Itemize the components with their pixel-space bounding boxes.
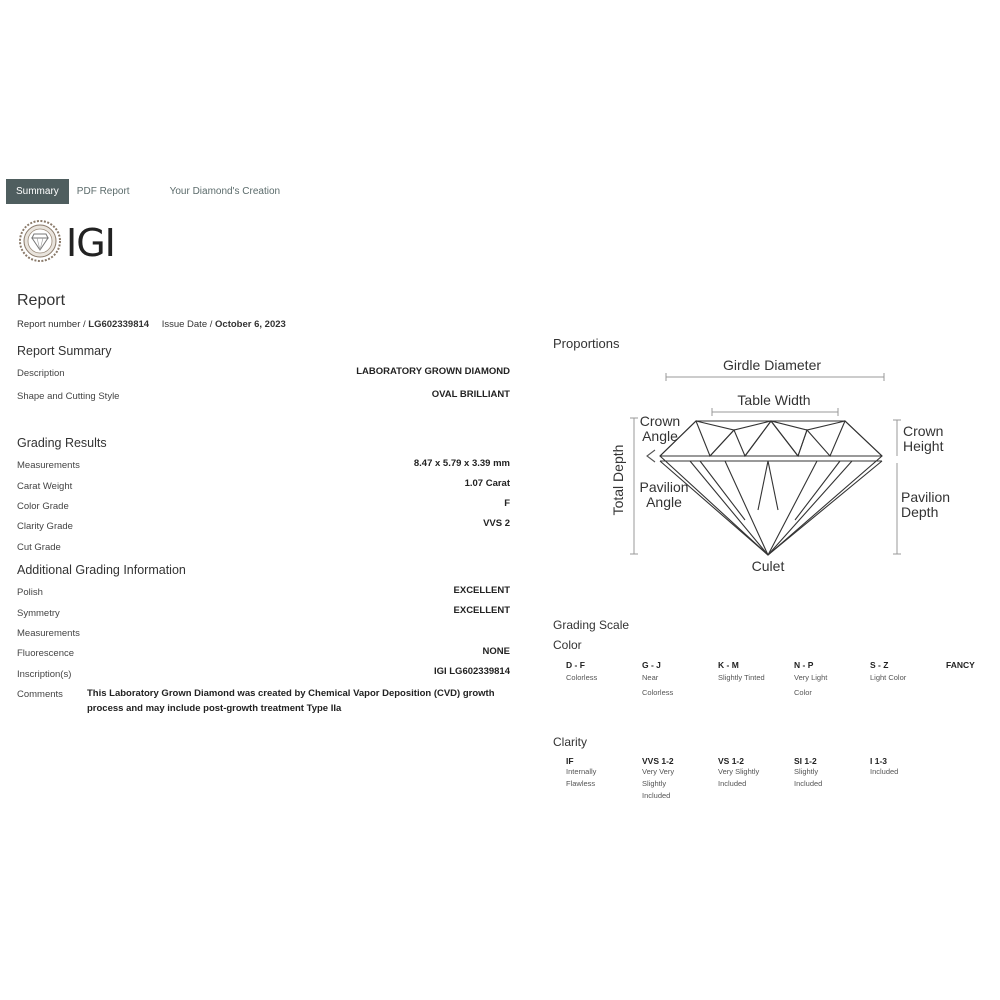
total-depth-label: Total Depth [610, 444, 626, 516]
tab-diamond-creation[interactable]: Your Diamond's Creation [169, 186, 281, 197]
color-desc: Colorless [642, 688, 674, 697]
color-grade-label: Color Grade [17, 501, 69, 512]
pavilion-depth-label-1: Pavilion [901, 489, 951, 505]
color-scale-item [946, 660, 975, 670]
shape-label: Shape and Cutting Style [17, 391, 120, 402]
clarity-scale-item [642, 756, 674, 802]
additional-info-heading: Additional Grading Information [17, 563, 186, 577]
clarity-desc: Included [718, 779, 747, 788]
color-grade-n-p: N - P [794, 660, 814, 670]
color-grade-g-j: G - J [642, 660, 661, 670]
igi-logo [18, 218, 128, 264]
color-scale-item [870, 660, 906, 685]
tab-pdf-report[interactable]: PDF Report [76, 186, 130, 197]
comments-value: This Laboratory Grown Diamond was created by Chemical Vapor Deposition (CVD) growth process and may include post-growth treatment Type IIa [87, 688, 495, 714]
proportions-heading: Proportions [553, 336, 620, 351]
clarity-desc: Slightly [642, 779, 667, 788]
report-summary-heading: Report Summary [17, 344, 112, 358]
color-scale-item [642, 660, 673, 700]
pavilion-depth-label-2: Depth [901, 504, 939, 520]
clarity-scale-item [718, 756, 759, 790]
symmetry-value: EXCELLENT [453, 605, 510, 616]
crown-height-label-1: Crown [903, 423, 944, 439]
igi-seal-icon [18, 218, 62, 264]
inscription-label: Inscription(s) [17, 669, 72, 680]
grading-scale-heading: Grading Scale [553, 618, 630, 632]
pavilion-angle-label-2: Angle [646, 494, 682, 510]
color-scale-item [794, 660, 827, 700]
color-grade-s-z: S - Z [870, 660, 889, 670]
shape-value: OVAL BRILLIANT [431, 389, 510, 400]
clarity-desc: Included [870, 767, 899, 776]
clarity-grade-si: SI 1-2 [794, 756, 817, 766]
table-width-label: Table Width [737, 392, 811, 408]
symmetry-label: Symmetry [17, 608, 60, 619]
polish-value: EXCELLENT [453, 585, 510, 596]
polish-label: Polish [17, 587, 43, 598]
report-number: LG602339814 [88, 319, 150, 330]
fluorescence-label: Fluorescence [17, 648, 75, 659]
carat-label: Carat Weight [17, 481, 73, 492]
color-grade-d-f: D - F [566, 660, 585, 670]
issue-date: October 6, 2023 [215, 319, 286, 330]
report-number-label: Report number / [17, 319, 89, 330]
culet-label: Culet [751, 558, 785, 574]
carat-value: 1.07 Carat [464, 478, 510, 489]
logo-text: IGI [66, 221, 115, 265]
clarity-desc: Slightly [794, 767, 819, 776]
cut-grade-label: Cut Grade [17, 542, 61, 553]
color-grade-fancy: FANCY [946, 660, 975, 670]
crown-height-label-2: Height [903, 438, 944, 454]
description-label: Description [17, 368, 65, 379]
clarity-scale-item [794, 756, 822, 790]
color-desc: Near [642, 673, 659, 682]
report-meta [17, 319, 286, 330]
crown-angle-label-1: Crown [639, 413, 681, 429]
color-grade-k-m: K - M [718, 660, 739, 670]
clarity-desc: Included [642, 791, 671, 800]
comments-label: Comments [17, 689, 63, 700]
measurements-value: 8.47 x 5.79 x 3.39 mm [413, 458, 510, 469]
color-desc: Light Color [870, 673, 907, 682]
tab-summary[interactable]: Summary [6, 179, 69, 204]
measurements-2-label: Measurements [17, 628, 80, 639]
clarity-desc: Very Very [642, 767, 675, 776]
grading-results-heading: Grading Results [17, 436, 107, 450]
measurements-label: Measurements [17, 460, 80, 471]
color-desc: Very Light [794, 673, 828, 682]
color-grade-value: F [504, 498, 510, 509]
clarity-grade-vvs: VVS 1-2 [642, 756, 674, 766]
crown-angle-label-2: Angle [642, 428, 678, 444]
fluorescence-value: NONE [482, 646, 510, 657]
clarity-scale-heading: Clarity [553, 735, 588, 749]
color-desc: Slightly Tinted [718, 673, 765, 682]
girdle-diameter-label: Girdle Diameter [722, 357, 822, 373]
color-desc: Colorless [566, 673, 598, 682]
clarity-scale-item [870, 756, 898, 778]
description-value: LABORATORY GROWN DIAMOND [356, 366, 510, 377]
clarity-grade-i: I 1-3 [870, 756, 888, 766]
clarity-grade-vs: VS 1-2 [718, 756, 744, 766]
clarity-desc: Internally [566, 767, 597, 776]
clarity-grade-label: Clarity Grade [17, 521, 73, 532]
color-scale-item [718, 660, 765, 685]
diamond-proportions-diagram [600, 350, 970, 580]
clarity-desc: Included [794, 779, 823, 788]
pavilion-angle-label-1: Pavilion [639, 479, 689, 495]
clarity-grade-if: IF [566, 756, 574, 766]
color-desc: Color [794, 688, 812, 697]
color-scale-item [566, 660, 597, 685]
clarity-desc: Flawless [566, 779, 596, 788]
issue-date-label: Issue Date / [161, 319, 216, 330]
tab-bar [6, 179, 290, 204]
clarity-grade-value: VVS 2 [483, 518, 510, 529]
clarity-scale-item [566, 756, 596, 790]
inscription-value: IGI LG602339814 [433, 666, 510, 677]
report-title: Report [17, 292, 66, 309]
color-scale-heading: Color [553, 638, 582, 652]
clarity-desc: Very Slightly [718, 767, 760, 776]
